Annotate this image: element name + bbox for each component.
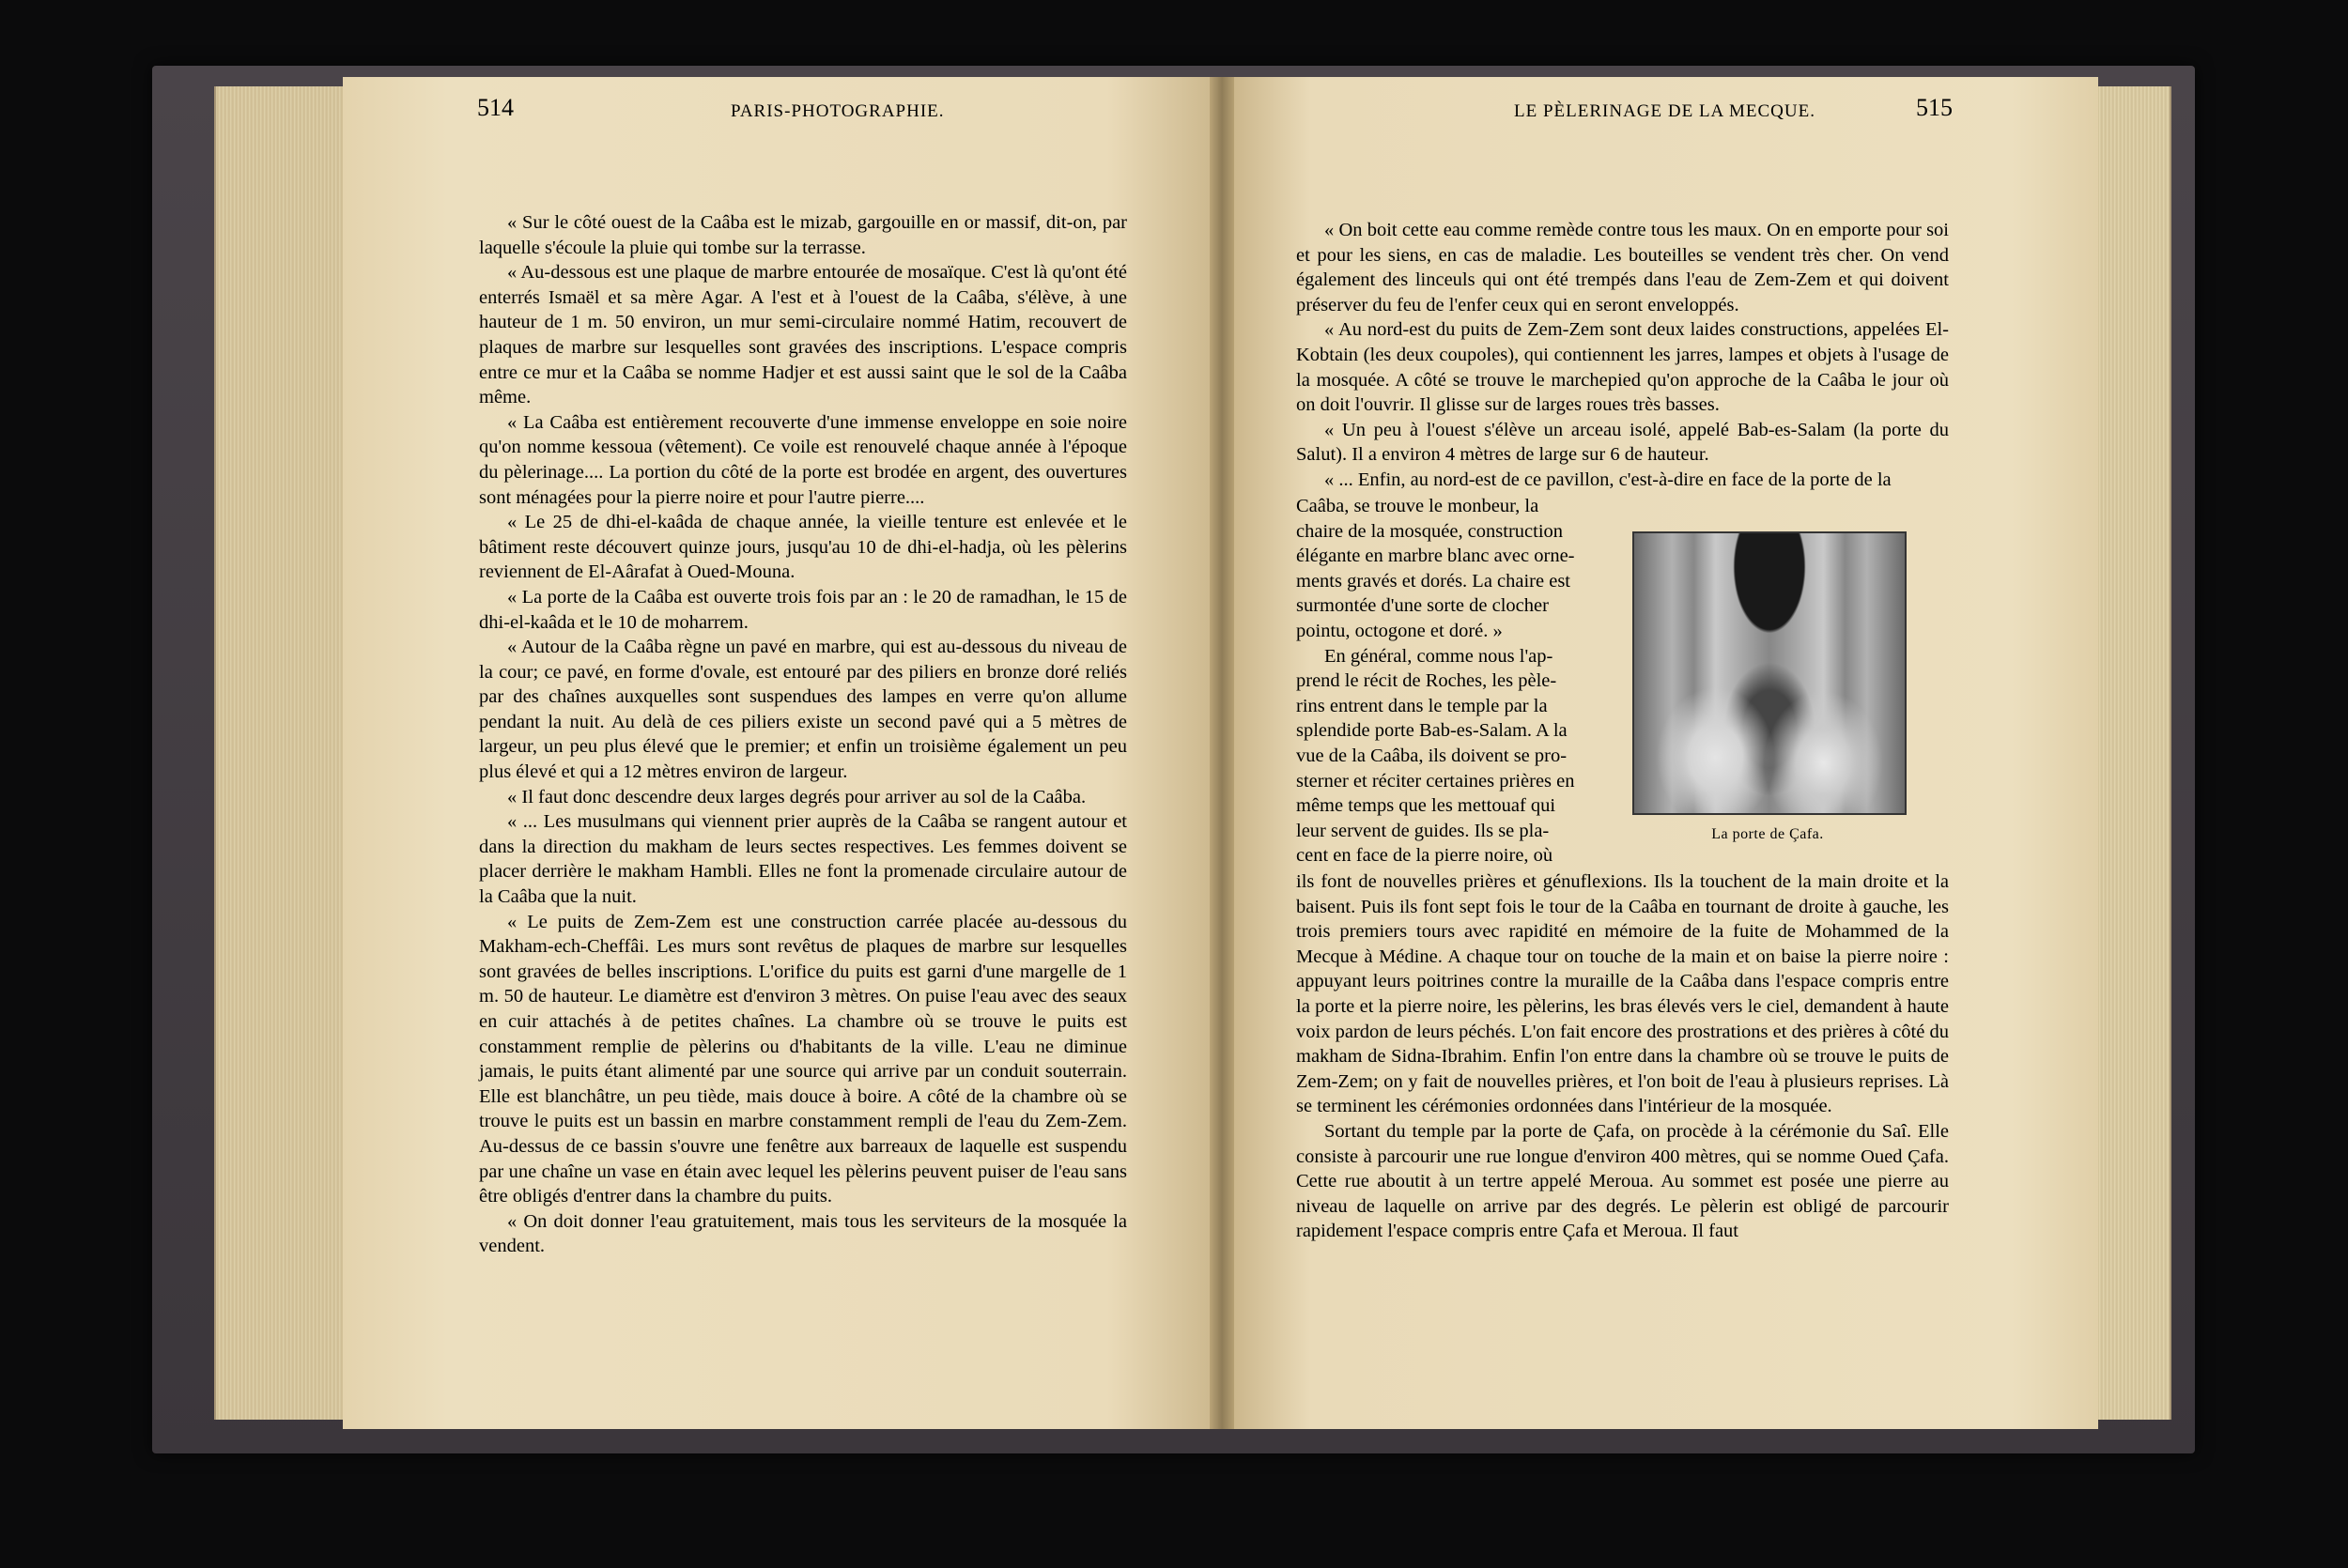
left-running-head: PARIS-PHOTOGRAPHIE. bbox=[731, 101, 945, 121]
book-gutter bbox=[1210, 77, 1234, 1429]
right-page-text-bottom bbox=[1296, 869, 1949, 1244]
paragraph: « Le 25 de dhi-el-kaâda de chaque année, la vieille tenture est enlevée et le bâtiment reste découvert quinze jours, jusqu'au 10 de dhi-el-hadja, où les pèlerins reviennent de El-Aârafat à Oued-Mouna. bbox=[479, 512, 1127, 583]
paragraph: « Au-dessous est une plaque de marbre entourée de mosaïque. C'est là qu'ont été enterrés Ismaël et sa mère Agar. A l'est et à l'ouest de la Caâba, s'élève, à une hauteur de 1 m. 50 environ, un mur semi-circulaire nommé Hatim, recouvert de plaques de marbre sur lesquelles sont gravées des inscriptions. L'espace compris entre ce mur et la Caâba se nomme Hadjer et est aussi saint que le sol de la Caâba même. bbox=[479, 262, 1127, 408]
paragraph: « Sur le côté ouest de la Caâba est le mizab, gargouille en or massif, dit-on, par laquelle s'écoule la pluie qui tombe sur la terrasse. bbox=[479, 212, 1127, 258]
figure-photograph bbox=[1632, 531, 1907, 815]
paragraph: « On boit cette eau comme remède contre tous les maux. On en emporte pour soi et pour les siens, en cas de maladie. Les bouteilles se vendent très cher. On vend également des linceuls qui ont été trempés dans l'eau de Zem-Zem et qui doivent préserver du feu de l'enfer ceux qui en seront enveloppés. bbox=[1296, 220, 1949, 315]
paragraph: ils font de nouvelles prières et génuflexions. Ils la touchent de la main droite et la baisent. Puis ils font sept fois le tour de la Caâba en tournant de droite à gauche, les trois premiers tours avec rapidité en mémoire de la fuite de Mohammed de la Mecque à Médine. A chaque tour on touche de la main et on baise la pierre noire : appuyant leurs poitrines contre la muraille de la Caâba dans l'espace compris entre la porte et la pierre noire, les pèlerins, les bras élevés vers le ciel, demandent à haute voix pardon de leurs péchés. L'on fait encore des prostrations et des prières à côté du makham de Sidna-Ibrahim. Enfin l'on entre dans la chambre où se trouve le puits de Zem-Zem; on y fait de nouvelles prières, et l'on boit de l'eau à plusieurs reprises. Là se terminent les cérémonies ordonnées dans l'intérieur de la mosquée. bbox=[1296, 871, 1949, 1117]
text-line: chaire de la mosquée, construction bbox=[1296, 520, 1564, 542]
text-line: splendide porte Bab-es-Salam. A la bbox=[1296, 720, 1568, 742]
paragraph: « Autour de la Caâba règne un pavé en marbre, qui est au-dessous du niveau de la cour; ce pavé, en forme d'ovale, est entouré par des piliers en bronze doré reliés par des chaînes auxquelles sont suspendues des lampes en verre qu'on allume pendant la nuit. Au delà de ces piliers existe un second pavé qui a 5 mètres de largeur, un peu plus élevé que le premier; et enfin un troisième également un peu plus élevé et qui a 12 mètres environ de largeur. bbox=[479, 637, 1127, 783]
page-edges-right bbox=[2096, 86, 2171, 1420]
text-line: élégante en marbre blanc avec orne- bbox=[1296, 546, 1575, 567]
text-line: ments gravés et dorés. La chaire est bbox=[1296, 570, 1571, 592]
text-line: même temps que les mettouaf qui bbox=[1296, 795, 1556, 817]
text-line: Caâba, se trouve le monbeur, la bbox=[1296, 496, 1539, 516]
text-line: sterner et réciter certaines prières en bbox=[1296, 770, 1575, 792]
paragraph: « Au nord-est du puits de Zem-Zem sont deux laides constructions, appelées El-Kobtain (les deux coupoles), qui contiennent les jarres, lampes et objets à l'usage de la mosquée. A côté se trouve le marchepied qu'on approche de la Caâba le jour où on doit l'ouvrir. Il glisse sur de larges roues très basses. bbox=[1296, 319, 1949, 416]
paragraph: « On doit donner l'eau gratuitement, mais tous les serviteurs de la mosquée la vendent. bbox=[479, 1210, 1127, 1257]
paragraph: Sortant du temple par la porte de Çafa, on procède à la cérémonie du Saî. Elle consiste à parcourir une rue longue d'environ 400 mètres, qui se nomme Oued Çafa. Cette rue aboutit à un tertre appelé Meroua. Au sommet est posée une pierre au niveau de laquelle on arrive par des degrés. Le pèlerin est obligé de parcourir rapidement l'espace compris entre Çafa et Meroua. Il faut bbox=[1296, 1120, 1949, 1242]
right-page-text-top bbox=[1296, 218, 1949, 493]
paragraph: « Un peu à l'ouest s'élève un arceau isolé, appelé Bab-es-Salam (la porte du Salut). Il a environ 4 mètres de large sur 6 de hauteur. bbox=[1296, 419, 1949, 466]
right-page-text-wrap bbox=[1296, 494, 1606, 869]
text-line: cent en face de la pierre noire, où bbox=[1296, 845, 1553, 867]
paragraph: « La Caâba est entièrement recouverte d'une immense enveloppe en soie noire qu'on nomme kessoua (vêtement). Ce voile est renouvelé chaque année à l'époque du pèlerinage.... La portion du côté de la porte est brodée en argent, des ouvertures sont ménagées pour la pierre noire et pour l'autre pierre.... bbox=[479, 411, 1127, 508]
paragraph: « Le puits de Zem-Zem est une construction carrée placée au-dessous du Makham-ech-Cheffâi. Les murs sont revêtus de plaques de marbre sur lesquelles sont gravées de belles inscriptions. L'orifice du puits est garni d'une margelle de 1 m. 50 de hauteur. Le diamètre est d'environ 3 mètres. On puise l'eau avec des seaux en cuir attachés à de petites chaînes. La chambre où se trouve le puits est constamment remplie de pèlerins ou d'habitants de la ville. L'eau ne diminue jamais, le puits étant alimenté par une source qui arrive par un conduit souterrain. Elle est blanchâtre, un peu tiède, mais douce à boire. A côté de la chambre où se trouve le puits est un bassin en marbre constamment rempli de l'eau du Zem-Zem. Au-dessus de ce bassin s'ouvre une fenêtre aux barreaux de laquelle est suspendu par une chaîne un vase en étain avec lequel les pèlerins peuvent puiser de l'eau sans être obligés d'entrer dans la chambre du puits. bbox=[479, 911, 1127, 1207]
left-page-number: 514 bbox=[477, 94, 514, 121]
text-line: En général, comme nous l'ap- bbox=[1324, 645, 1553, 667]
text-line: leur servent de guides. Ils se pla- bbox=[1296, 820, 1550, 841]
page-edges-left bbox=[214, 86, 348, 1420]
text-line: prend le récit de Roches, les pèle- bbox=[1296, 670, 1557, 692]
paragraph: « Il faut donc descendre deux larges degrés pour arriver au sol de la Caâba. bbox=[507, 786, 1087, 807]
left-page-text bbox=[479, 210, 1127, 1259]
text-line: surmontée d'une sorte de clocher bbox=[1296, 595, 1549, 617]
paragraph: « ... Enfin, au nord-est de ce pavillon, c'est-à-dire en face de la porte de la bbox=[1324, 469, 1892, 490]
right-running-head: LE PÈLERINAGE DE LA MECQUE. bbox=[1514, 101, 1815, 121]
figure-caption: La porte de Çafa. bbox=[1711, 826, 1824, 842]
text-line: vue de la Caâba, ils doivent se pro- bbox=[1296, 745, 1568, 766]
text-line: rins entrent dans le temple par la bbox=[1296, 695, 1548, 716]
paragraph: « La porte de la Caâba est ouverte trois fois par an : le 20 de ramadhan, le 15 de dhi-el-kaâda et le 10 de moharrem. bbox=[479, 586, 1127, 633]
right-page-number: 515 bbox=[1916, 94, 1953, 121]
text-line: pointu, octogone et doré. » bbox=[1296, 620, 1503, 641]
paragraph: « ... Les musulmans qui viennent prier auprès de la Caâba se rangent autour et dans la direction du makham de leurs sectes respectives. Les femmes doivent se placer derrière le makham Hambli. Elles ne font la promenade circulaire autour de la Caâba que la nuit. bbox=[479, 811, 1127, 908]
